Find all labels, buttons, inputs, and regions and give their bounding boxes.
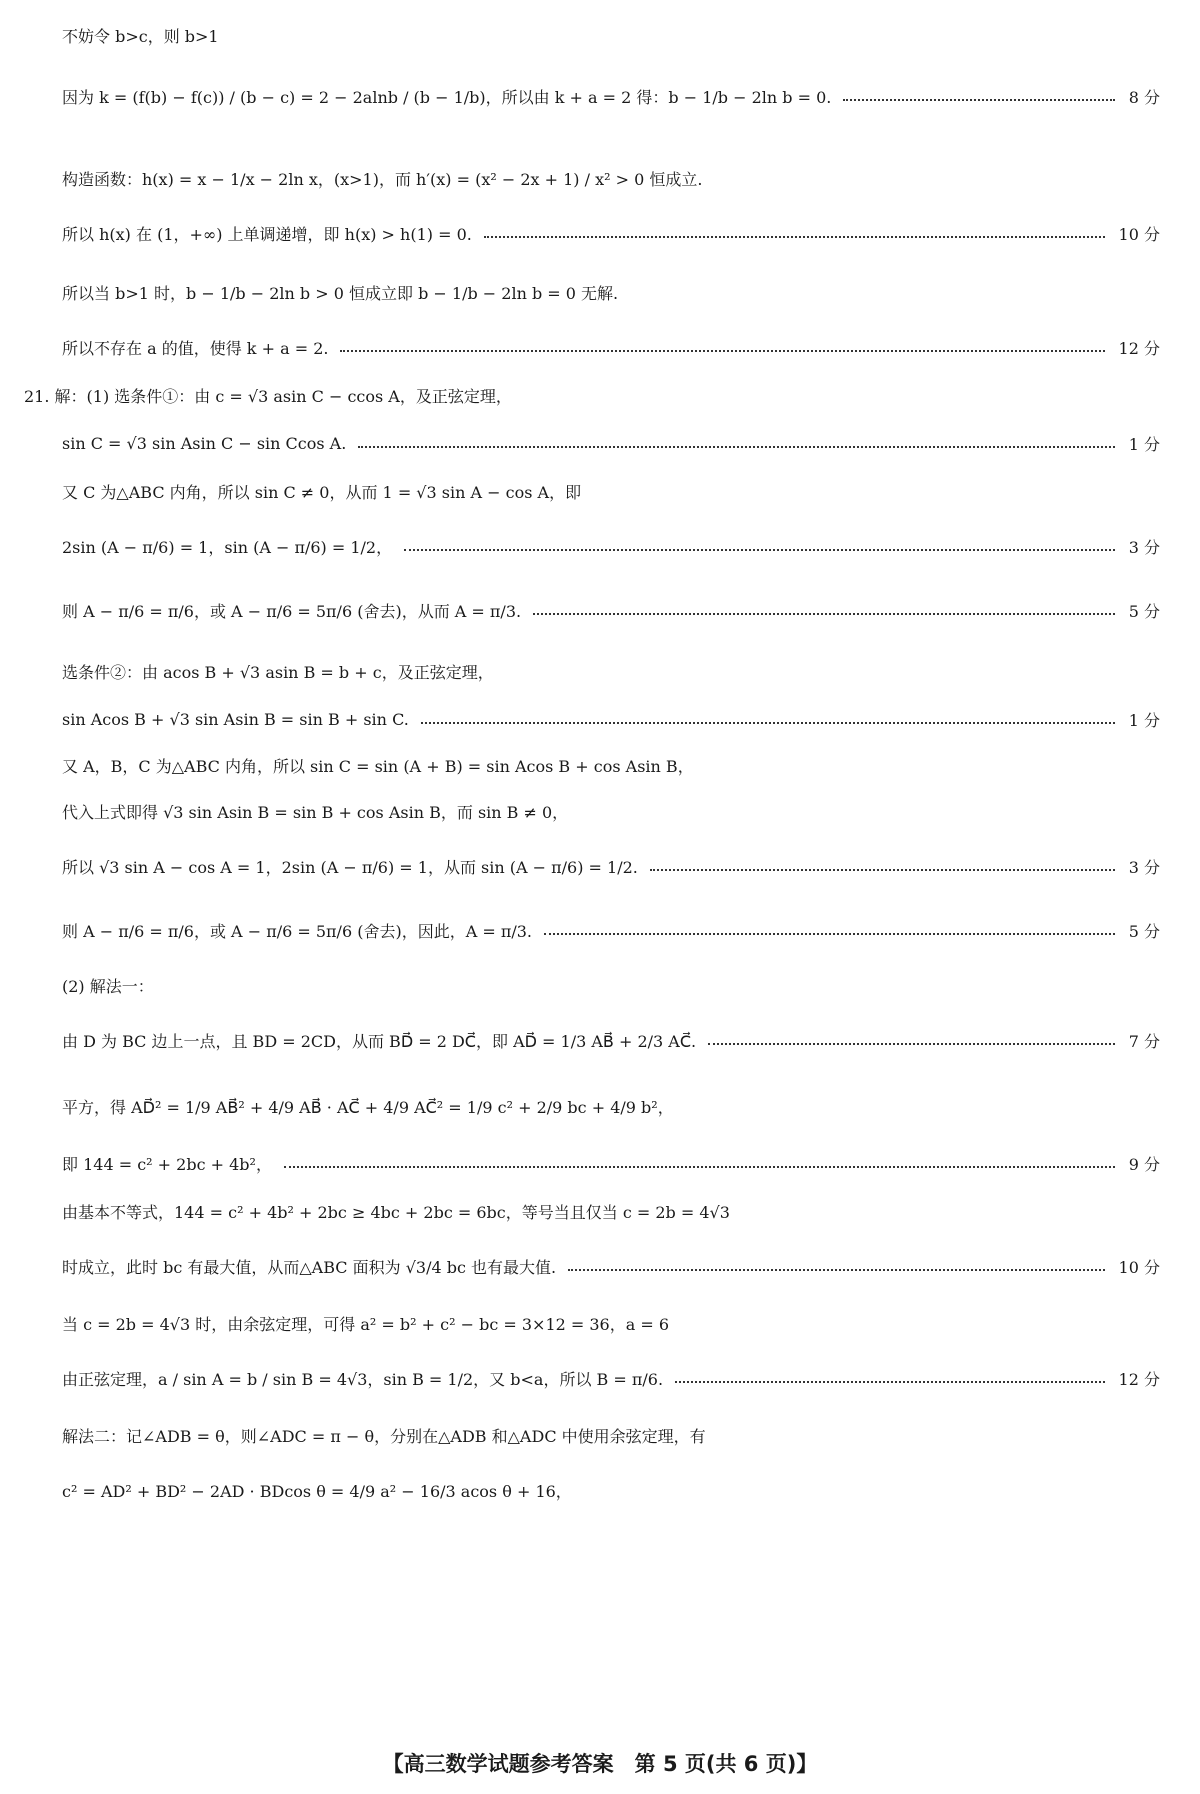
line-text: 时成立，此时 bc 有最大值，从而△ABC 面积为 √3/4 bc 也有最大值.: [62, 1257, 557, 1277]
score: 3 分: [1128, 857, 1160, 877]
page-footer: 【高三数学试题参考答案 第 5 页(共 6 页)】: [382, 1752, 818, 1776]
line-26: [62, 1412, 1160, 1458]
leader-dots: [708, 1043, 1115, 1045]
score: 9 分: [1128, 1154, 1160, 1174]
line-text: 平方，得 AD⃗² = 1/9 AB⃗² + 4/9 AB⃗ · AC⃗ + 4/9 AC⃗² = 1/9 c² + 2/9 bc + 4/9 b²，: [62, 1097, 674, 1117]
line-text: 由正弦定理，a / sin A = b / sin B = 4√3，sin B = 1/2，又 b<a，所以 B = π/6.: [62, 1369, 664, 1389]
line-text: 所以当 b>1 时，b − 1/b − 2ln b > 0 恒成立即 b − 1/b − 2ln b = 0 无解.: [62, 283, 619, 303]
line-17: [62, 900, 1160, 960]
line-1: [62, 10, 1160, 60]
score: 3 分: [1128, 537, 1160, 557]
line-4: [62, 210, 1160, 256]
line-text: 2sin (A − π/6) = 1，sin (A − π/6) = 1/2，: [62, 537, 393, 557]
line-20: [62, 1076, 1160, 1136]
score: 12 分: [1118, 338, 1160, 358]
leader-dots: [340, 350, 1104, 352]
line-text: 21. 解：(1) 选条件①：由 c = √3 asin C − ccos A，及正弦定理，: [24, 386, 512, 406]
line-text: 因为 k = (f(b) − f(c)) / (b − c) = 2 − 2alnb / (b − 1/b)，所以由 k + a = 2 得：b − 1/b − 2ln b = 0.: [62, 87, 832, 107]
leader-dots: [421, 722, 1115, 724]
line-text: 又 C 为△ABC 内角，所以 sin C ≠ 0，从而 1 = √3 sin A − cos A，即: [62, 482, 582, 502]
leader-dots: [675, 1381, 1105, 1383]
line-2: [62, 60, 1160, 132]
line-text: sin C = √3 sin Asin C − sin Ccos A.: [62, 433, 347, 453]
line-12: [62, 648, 1160, 694]
line-13: [62, 696, 1160, 742]
score: 8 分: [1128, 87, 1160, 107]
line-text: 所以不存在 a 的值，使得 k + a = 2.: [62, 338, 329, 358]
line-3: [62, 148, 1160, 208]
score: 12 分: [1118, 1369, 1160, 1389]
leader-dots: [533, 613, 1115, 615]
line-27: [62, 1460, 1160, 1520]
line-text: 代入上式即得 √3 sin Asin B = sin B + cos Asin B，而 sin B ≠ 0，: [62, 802, 569, 822]
line-text: 不妨令 b>c，则 b>1: [62, 26, 219, 46]
line-7: [24, 372, 1160, 418]
leader-dots: [544, 933, 1115, 935]
line-24: [62, 1300, 1160, 1346]
line-9: [62, 468, 1160, 514]
leader-dots: [358, 446, 1114, 448]
line-text: 由基本不等式，144 = c² + 4b² + 2bc ≥ 4bc + 2bc = 6bc，等号当且仅当 c = 2b = 4√3: [62, 1202, 730, 1222]
line-text: 则 A − π/6 = π/6，或 A − π/6 = 5π/6 (舍去)，因此，A = π/3.: [62, 921, 532, 941]
line-18: [62, 962, 1160, 1008]
leader-dots: [568, 1269, 1104, 1271]
line-11: [62, 580, 1160, 640]
line-text: 由 D 为 BC 边上一点，且 BD = 2CD，从而 BD⃗ = 2 DC⃗，即 AD⃗ = 1/3 AB⃗ + 2/3 AC⃗.: [62, 1031, 697, 1051]
score: 7 分: [1128, 1031, 1160, 1051]
line-text: 则 A − π/6 = π/6，或 A − π/6 = 5π/6 (舍去)，从而 A = π/3.: [62, 601, 522, 621]
leader-dots: [484, 236, 1105, 238]
score: 10 分: [1118, 1257, 1160, 1277]
line-15: [62, 788, 1160, 834]
line-21: [62, 1140, 1160, 1186]
line-text: (2) 解法一：: [62, 976, 154, 996]
line-text: 即 144 = c² + 2bc + 4b²，: [62, 1154, 272, 1174]
line-5: [62, 262, 1160, 322]
line-text: 解法二：记∠ADB = θ，则∠ADC = π − θ，分别在△ADB 和△ADC 中使用余弦定理，有: [62, 1426, 706, 1446]
line-8: [62, 420, 1160, 466]
line-text: 选条件②：由 acos B + √3 asin B = b + c，及正弦定理，: [62, 662, 494, 682]
line-25: [62, 1348, 1160, 1408]
line-text: 所以 √3 sin A − cos A = 1，2sin (A − π/6) = 1，从而 sin (A − π/6) = 1/2.: [62, 857, 638, 877]
line-text: 所以 h(x) 在 (1，+∞) 上单调递增，即 h(x) > h(1) = 0.: [62, 224, 472, 244]
leader-dots: [650, 869, 1115, 871]
score: 5 分: [1128, 601, 1160, 621]
line-10: [62, 516, 1160, 576]
line-text: 当 c = 2b = 4√3 时，由余弦定理，可得 a² = b² + c² − bc = 3×12 = 36，a = 6: [62, 1314, 670, 1334]
line-text: 又 A，B，C 为△ABC 内角，所以 sin C = sin (A + B) = sin Acos B + cos Asin B，: [62, 756, 694, 776]
line-22: [62, 1188, 1160, 1234]
line-23: [62, 1236, 1160, 1296]
line-text: 构造函数：h(x) = x − 1/x − 2ln x，(x>1)，而 h′(x) = (x² − 2x + 1) / x² > 0 恒成立.: [62, 169, 703, 189]
score: 5 分: [1128, 921, 1160, 941]
score: 1 分: [1128, 710, 1160, 730]
leader-dots: [284, 1166, 1115, 1168]
leader-dots: [404, 549, 1115, 551]
line-6: [62, 324, 1160, 370]
leader-dots: [843, 99, 1114, 101]
score: 10 分: [1118, 224, 1160, 244]
score: 1 分: [1128, 434, 1160, 454]
line-16: [62, 836, 1160, 896]
line-14: [62, 742, 1160, 788]
line-19: [62, 1010, 1160, 1070]
line-text: c² = AD² + BD² − 2AD · BDcos θ = 4/9 a² − 16/3 acos θ + 16，: [62, 1481, 572, 1501]
line-text: sin Acos B + √3 sin Asin B = sin B + sin C.: [62, 709, 409, 729]
